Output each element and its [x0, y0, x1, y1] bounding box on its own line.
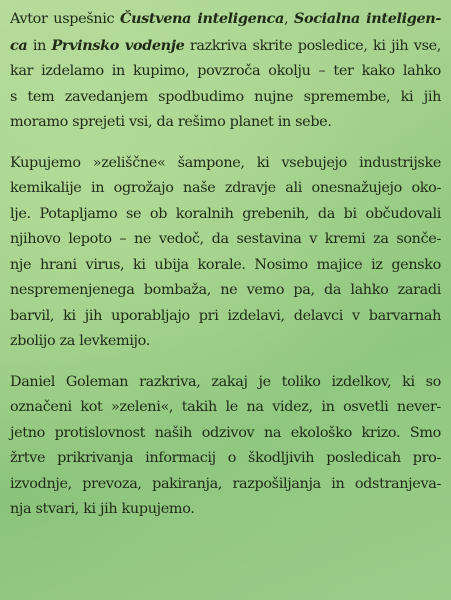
text-line	[10, 304, 441, 330]
text-line	[10, 59, 441, 85]
text-line	[10, 202, 441, 228]
paragraph-1	[10, 6, 441, 136]
text-segment: ,	[283, 11, 294, 27]
text-segment: barvil, ki jih uporabljajo pri izdelavi, delavci v barvarnah	[10, 307, 441, 324]
text-segment: Daniel Goleman razkriva, zakaj je toliko izdelkov, ki so	[10, 373, 441, 390]
text-line	[10, 395, 441, 421]
text-line	[10, 33, 441, 60]
text-segment: izvodnje, prevoza, pakiranja, razpošiljanja in odstranjeva-	[10, 475, 441, 492]
text-segment: žrtve prikrivanja informacij o škodljivih posledicah pro-	[10, 450, 441, 466]
text-segment: razkriva skrite posledice, ki jih vse,	[184, 37, 441, 54]
text-segment: in	[27, 37, 52, 54]
text-segment: Kupujemo »zeliščne« šampone, ki vsebujejo industrijske	[10, 154, 441, 171]
text-line	[10, 253, 441, 279]
paragraph-3	[10, 370, 441, 523]
text-segment: lje. Potapljamo se ob koralnih grebenih, da bi občudovali	[10, 205, 441, 222]
text-line	[10, 497, 441, 523]
text-line	[10, 85, 441, 111]
text-line	[10, 176, 441, 202]
text-line	[10, 421, 441, 447]
text-segment: moramo sprejeti vsi, da rešimo planet in sebe.	[10, 114, 332, 130]
text-segment: nja stvari, ki jih kupujemo.	[10, 501, 195, 517]
text-line	[10, 370, 441, 396]
text-line	[10, 329, 441, 355]
text-segment: nje hrani virus, ki ubija korale. Nosimo majice iz gensko	[10, 256, 441, 273]
text-line	[10, 446, 441, 472]
text-line	[10, 6, 441, 33]
book-title: Socialna inteligen-	[293, 10, 441, 27]
text-segment: kemikalije in ogrožajo naše zdravje ali onesnažujejo oko-	[10, 180, 441, 196]
book-title: ca	[10, 36, 28, 54]
paragraph-2	[10, 151, 441, 355]
text-segment: s tem zavedanjem spodbudimo nujne spremembe, ki jih	[10, 88, 441, 105]
text-segment: zbolijo za levkemijo.	[10, 333, 150, 349]
text-segment: Avtor uspešnic	[10, 11, 120, 27]
text-segment: kar izdelamo in kupimo, povzroča okolju – ter kako lahko	[10, 63, 441, 79]
text-segment: nespremenjenega bombaža, ne vemo pa, da lahko zaradi	[10, 282, 441, 298]
text-line	[10, 278, 441, 304]
text-segment: jetno protislovnost naših odzivov na ekološko krizo. Smo	[10, 424, 441, 441]
book-title: Prvinsko vodenje	[51, 36, 185, 54]
book-title: Čustvena inteligenca	[119, 10, 284, 27]
text-segment: njihovo lepoto – ne vedoč, da sestavina v kremi za sonče-	[10, 231, 441, 247]
text-line	[10, 151, 441, 177]
text-segment: označeni kot »zeleni«, takih le na videz, in osvetli never-	[10, 399, 441, 415]
text-line	[10, 110, 441, 136]
text-line	[10, 227, 441, 253]
text-line	[10, 472, 441, 498]
